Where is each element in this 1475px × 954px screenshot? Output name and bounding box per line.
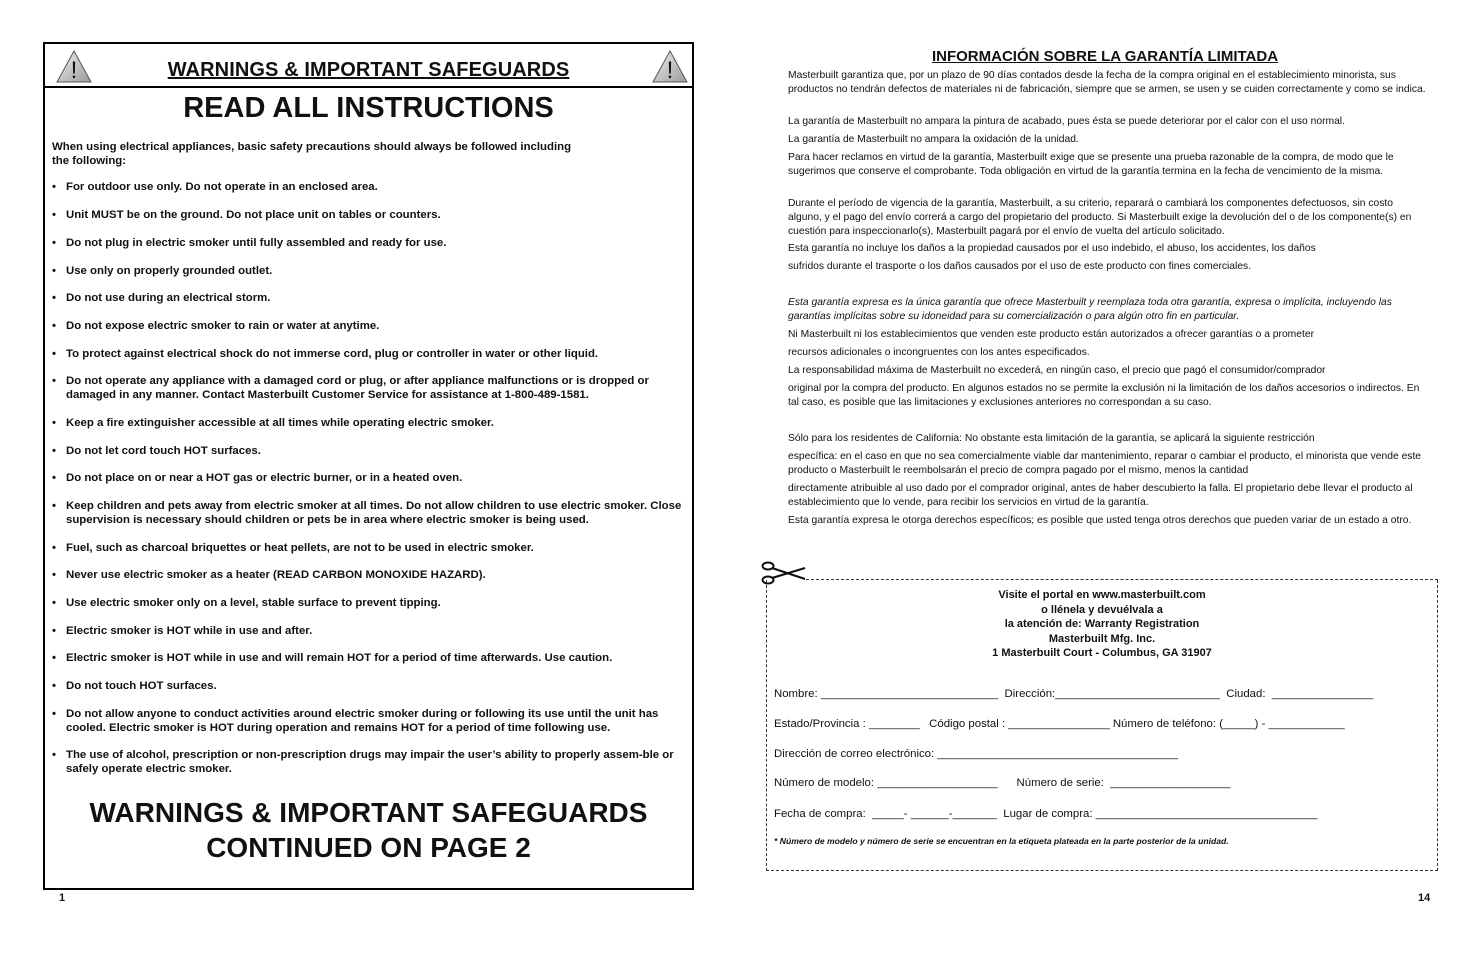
bullet-dot: • bbox=[52, 237, 56, 249]
warranty-paragraph: específica: en el caso en que no sea comercialmente viable dar mantenimiento, reparar o cambiar el producto, el minorista que vende este producto o Masterbuilt le reembolsarán el precio de compra pagado por el mismo, menos la cantidad bbox=[788, 451, 1422, 476]
safeguard-item bbox=[52, 679, 688, 693]
safeguard-text: Do not touch HOT surfaces. bbox=[66, 680, 217, 692]
safeguard-item bbox=[52, 264, 688, 278]
warranty-paragraph: La responsabilidad máxima de Masterbuilt no excederá, en ningún caso, el precio que pagó el consumidor/comprador bbox=[788, 365, 1326, 376]
safeguard-item bbox=[52, 748, 688, 776]
safeguard-text: Do not expose electric smoker to rain or water at anytime. bbox=[66, 320, 380, 332]
warranty-paragraph: Esta garantía no incluye los daños a la propiedad causados por el uso indebido, el abuso, los accidentes, los daños bbox=[788, 243, 1316, 254]
bullet-dot: • bbox=[52, 417, 56, 429]
bullet-dot: • bbox=[52, 652, 56, 664]
safeguard-text: The use of alcohol, prescription or non-prescription drugs may impair the user’s ability to properly assem-ble or safely operate electric smoker. bbox=[66, 749, 674, 775]
bullet-dot: • bbox=[52, 569, 56, 581]
warranty-paragraph: Esta garantía expresa le otorga derechos específicos; es posible que usted tenga otros derechos que pueden variar de un estado a otro. bbox=[788, 515, 1412, 526]
bullet-dot: • bbox=[52, 320, 56, 332]
coupon-address-line: 1 Masterbuilt Court - Columbus, GA 31907 bbox=[992, 647, 1212, 659]
bullet-dot: • bbox=[52, 542, 56, 554]
warranty-paragraph: recursos adicionales o incongruentes con los antes especificados. bbox=[788, 347, 1090, 358]
safeguard-text: Do not operate any appliance with a damaged cord or plug, or after appliance malfunctions or is dropped or damaged in any manner. Contact Masterbuilt Customer Service for assistance at 1-800-489-1581. bbox=[66, 375, 649, 401]
coupon-address-line: o llénela y devuélvala a bbox=[1041, 603, 1163, 616]
warranty-paragraph: La garantía de Masterbuilt no ampara la oxidación de la unidad. bbox=[788, 134, 1079, 145]
bullet-dot: • bbox=[52, 445, 56, 457]
coupon-address-line: la atención de: Warranty Registration bbox=[1004, 618, 1200, 630]
safeguard-item bbox=[52, 499, 688, 527]
warranty-paragraph: original por la compra del producto. En algunos estados no se permite la exclusión ni la limitación de los daños accesorios o indirectos. En tal caso, es posible que las limitaciones y exclusiones anteriores no correspondan a su caso. bbox=[788, 383, 1420, 408]
warranty-paragraph: Para hacer reclamos en virtud de la garantía, Masterbuilt exige que se presente una prueba razonable de la compra, de modo que le sugerimos que conserve el comprobante. Toda obligación en virtud de la garantía termina en la fecha de vencimiento de la misma. bbox=[788, 152, 1394, 177]
warning-exclamation: ! bbox=[666, 57, 674, 83]
warranty-paragraph: Masterbuilt garantiza que, por un plazo de 90 días contados desde la fecha de la compra original en el establecimiento minorista, sus productos no tendrán defectos de materiales ni de fabricación, siempre que se armen, se usen y se cuiden correctamente y como se indica. bbox=[788, 70, 1426, 95]
bullet-dot: • bbox=[52, 500, 56, 512]
warranty-paragraph-italic: Esta garantía expresa es la única garantía que ofrece Masterbuilt y reemplaza toda otra garantía, expresa o implícita, incluyendo las garantías implícitas sobre su idoneidad para su comercialización o para algún otro fin en particular. bbox=[788, 297, 1392, 322]
safeguard-item bbox=[52, 180, 688, 194]
warranty-paragraph: Durante el período de vigencia de la garantía, Masterbuilt, a su criterio, reparará o cambiará los componentes defectuosos, sin costo alguno, y el pago del envío correrá a cargo del propietario del producto. Si Masterbuilt exige la devolución del o de los componente(s) en cuestión para inspeccionarlo(s), Masterbuilt pagará por el envío de vuelta del artículo solicitado. bbox=[788, 198, 1412, 237]
safeguard-text: Do not use during an electrical storm. bbox=[66, 292, 271, 304]
bullet-dot: • bbox=[52, 749, 56, 761]
warranty-paragraph: sufridos durante el trasporte o los daños causados por el uso de este producto con fines comerciales. bbox=[788, 261, 1252, 272]
safeguard-text: Never use electric smoker as a heater (READ CARBON MONOXIDE HAZARD). bbox=[66, 569, 486, 581]
continued-line-2: CONTINUED ON PAGE 2 bbox=[206, 832, 531, 863]
safeguard-item bbox=[52, 416, 688, 430]
safeguard-text: Use only on properly grounded outlet. bbox=[66, 265, 273, 277]
form-line-state-zip-phone: Estado/Provincia : ________ Código postal : ________________ Número de teléfono: (_____) - ____________ bbox=[774, 718, 1345, 730]
safeguard-item bbox=[52, 568, 688, 582]
coupon-address-line: Visite el portal en www.masterbuilt.com bbox=[998, 589, 1206, 601]
coupon-address bbox=[767, 588, 1437, 661]
bullet-dot: • bbox=[52, 708, 56, 720]
warranty-paragraph: Sólo para los residentes de California: No obstante esta limitación de la garantía, se aplicará la siguiente restricción bbox=[788, 433, 1315, 444]
bullet-dot: • bbox=[52, 680, 56, 692]
safeguard-text: Use electric smoker only on a level, stable surface to prevent tipping. bbox=[66, 597, 441, 609]
safeguards-title: WARNINGS & IMPORTANT SAFEGUARDS bbox=[167, 59, 570, 81]
safeguard-item bbox=[52, 541, 688, 555]
page-number-right: 14 bbox=[1418, 892, 1431, 904]
continued-line-1: WARNINGS & IMPORTANT SAFEGUARDS bbox=[89, 797, 648, 828]
bullet-dot: • bbox=[52, 181, 56, 193]
safeguard-text: Unit MUST be on the ground. Do not place unit on tables or counters. bbox=[66, 209, 441, 221]
page-number-left: 1 bbox=[59, 892, 66, 904]
read-all-instructions-heading: READ ALL INSTRUCTIONS bbox=[183, 92, 554, 124]
safeguard-item bbox=[52, 651, 688, 665]
warning-exclamation: ! bbox=[70, 57, 78, 83]
form-line-name-address-city: Nombre: ____________________________ Dirección:__________________________ Ciudad: ________________ bbox=[774, 688, 1374, 700]
warranty-paragraph: Ni Masterbuilt ni los establecimientos que venden este producto están autorizados a ofrecer garantías o a prometer bbox=[788, 329, 1315, 340]
continued-notice bbox=[45, 795, 692, 865]
bullet-dot: • bbox=[52, 209, 56, 221]
bullet-dot: • bbox=[52, 265, 56, 277]
warranty-paragraph: La garantía de Masterbuilt no ampara la pintura de acabado, pues ésta se puede deteriorar por el calor con el uso normal. bbox=[788, 116, 1345, 127]
bullet-dot: • bbox=[52, 625, 56, 637]
safeguard-item bbox=[52, 291, 688, 305]
safeguard-item bbox=[52, 444, 688, 458]
bullet-dot: • bbox=[52, 292, 56, 304]
safeguards-box bbox=[43, 42, 694, 890]
safeguard-text: Keep children and pets away from electric smoker at all times. Do not allow children to use electric smoker. Close supervision is necessary should children or pets be in area where electric smoker is being used. bbox=[66, 500, 682, 526]
form-line-email: Dirección de correo electrónico: ______________________________________ bbox=[774, 748, 1179, 760]
safeguard-text: Do not place on or near a HOT gas or electric burner, or in a heated oven. bbox=[66, 472, 463, 484]
warranty-registration-coupon bbox=[766, 580, 1438, 871]
intro-text: When using electrical appliances, basic safety precautions should always be followed including the following: bbox=[52, 141, 572, 167]
bullet-dot: • bbox=[52, 472, 56, 484]
safeguard-item bbox=[52, 596, 688, 610]
safeguard-item bbox=[52, 624, 688, 638]
safeguard-item bbox=[52, 319, 688, 333]
coupon-footnote: * Número de modelo y número de serie se encuentran en la etiqueta plateada en la parte posterior de la unidad. bbox=[774, 836, 1229, 846]
safeguard-item bbox=[52, 208, 688, 222]
bullet-dot: • bbox=[52, 348, 56, 360]
warning-triangle-icon bbox=[652, 50, 688, 83]
safeguard-text: Electric smoker is HOT while in use and will remain HOT for a period of time afterwards. Use caution. bbox=[66, 652, 613, 664]
safeguard-text: For outdoor use only. Do not operate in an enclosed area. bbox=[66, 181, 378, 193]
safeguard-item bbox=[52, 236, 688, 250]
form-line-purchase: Fecha de compra: _____- ______-_______ Lugar de compra: ___________________________________ bbox=[774, 808, 1318, 820]
safeguard-text: Do not plug in electric smoker until fully assembled and ready for use. bbox=[66, 237, 447, 249]
safeguard-item bbox=[52, 347, 688, 361]
coupon-address-line: Masterbuilt Mfg. Inc. bbox=[1048, 632, 1156, 645]
safeguard-text: Electric smoker is HOT while in use and after. bbox=[66, 625, 313, 637]
safeguard-text: Fuel, such as charcoal briquettes or heat pellets, are not to be used in electric smoker. bbox=[66, 542, 534, 554]
safeguard-text: Do not allow anyone to conduct activities around electric smoker during or following its use until the unit has cooled. Electric smoker is HOT during operation and remains HOT for a period of time following use. bbox=[66, 708, 659, 734]
safeguard-text: Do not let cord touch HOT surfaces. bbox=[66, 445, 261, 457]
safeguard-item bbox=[52, 374, 688, 402]
bullet-dot: • bbox=[52, 597, 56, 609]
form-line-model-serial: Número de modelo: ___________________ Número de serie: ___________________ bbox=[774, 777, 1231, 789]
warranty-title: INFORMACIÓN SOBRE LA GARANTÍA LIMITADA bbox=[931, 48, 1279, 65]
safeguard-item bbox=[52, 707, 688, 735]
safeguard-text: To protect against electrical shock do not immerse cord, plug or controller in water or other liquid. bbox=[66, 348, 599, 360]
warranty-paragraph: directamente atribuible al uso dado por el comprador original, antes de haber descubierto la falla. El propietario debe llevar el producto al establecimiento que lo vende, para recibir los servicios en virtud de la garantía. bbox=[788, 483, 1413, 508]
safeguards-header bbox=[45, 44, 692, 88]
safeguard-text: Keep a fire extinguisher accessible at all times while operating electric smoker. bbox=[66, 417, 494, 429]
bullet-dot: • bbox=[52, 375, 56, 387]
safeguard-item bbox=[52, 471, 688, 485]
